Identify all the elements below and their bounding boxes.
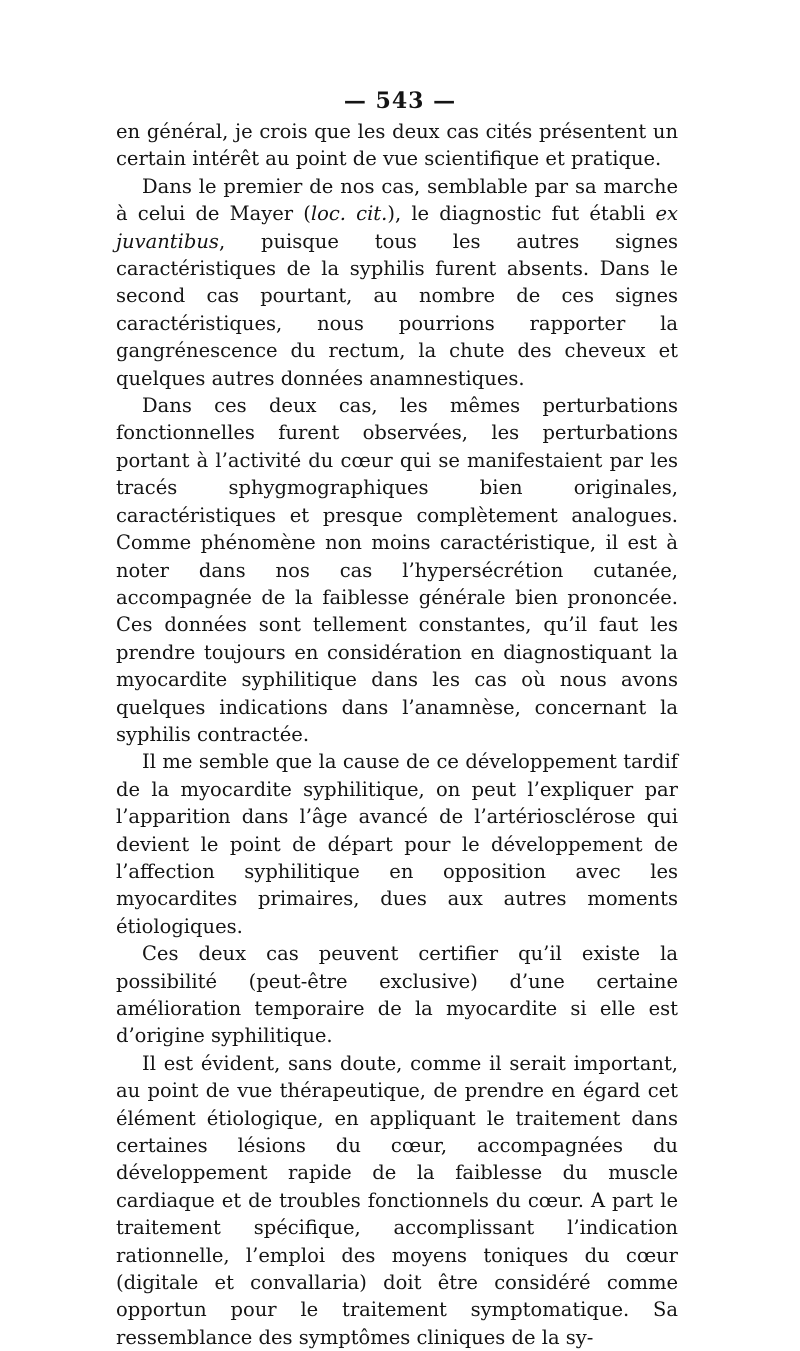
text-segment: Il me semble que la cause de ce développement tardif de la myocardite syphilitique, on peut l’expliquer par l’apparition dans l’âge avancé de l’artériosclérose qui devient le point de départ pour le développement de l’affection syphilitique en opposition avec les myocardites primaires, dues aux autres moments étiologiques. <box>116 750 678 938</box>
text-segment: Il est évident, sans doute, comme il serait important, au point de vue thérapeutique, de prendre en égard cet élément étiologique, en appliquant le traitement dans certaines lésions du cœur, accompagnées du développement rapide de la faiblesse du muscle cardiaque et de troubles fonctionnels du cœur. A part le traitement spécifique, accomplissant l’indication rationnelle, l’emploi des moyens toniques du cœur (digitale et convallaria) doit être considéré comme opportun pour le traitement symptomatique. Sa ressemblance des symptômes cliniques de la sy- <box>116 1051 678 1349</box>
paragraph <box>116 940 678 1050</box>
paragraph <box>116 748 678 940</box>
text-segment: ), le diagnostic fut établi <box>387 202 656 226</box>
text-segment: en général, je crois que les deux cas cités présentent un certain intérêt au point de vue scientifique et pratique. <box>116 120 678 171</box>
page-number: — 543 — <box>343 88 457 114</box>
paragraph <box>116 1050 678 1351</box>
paragraph <box>116 392 678 748</box>
body-text <box>116 118 678 1351</box>
text-segment: Ces deux cas peuvent certifier qu’il existe la possibilité (peut-être exclusive) d’une certaine amélioration temporaire de la myocardite si elle est d’origine syphilitique. <box>116 942 678 1048</box>
paragraph <box>116 173 678 392</box>
italic-citation: loc. cit. <box>310 202 388 226</box>
italic-latin-term: ex juvantibus <box>116 202 678 253</box>
text-segment: , puisque tous les autres signes caractéristiques de la syphilis furent absents. Dans le second cas pourtant, au nombre de ces signes caractéristiques, nous pourrions rapporter la gangrénescence du rectum, la chute des cheveux et quelques autres données anamnestiques. <box>116 229 678 390</box>
text-segment: Dans ces deux cas, les mêmes perturbations fonctionnelles furent observées, les perturbations portant à l’activité du cœur qui se manifestaient par les tracés sphygmographiques bien originales, caractéristiques et presque complètement analogues. Comme phénomène non moins caractéristique, il est à noter dans nos cas l’hypersécrétion cutanée, accompagnée de la faiblesse générale bien prononcée. Ces données sont tellement constantes, qu’il faut les prendre toujours en considération en diagnostiquant la myocardite syphilitique dans les cas où nous avons quelques indications dans l’anamnèse, concernant la syphilis contractée. <box>116 394 678 746</box>
paragraph <box>116 118 678 173</box>
text-segment: Dans le premier de nos cas, semblable par sa marche à celui de Mayer ( <box>116 174 678 226</box>
